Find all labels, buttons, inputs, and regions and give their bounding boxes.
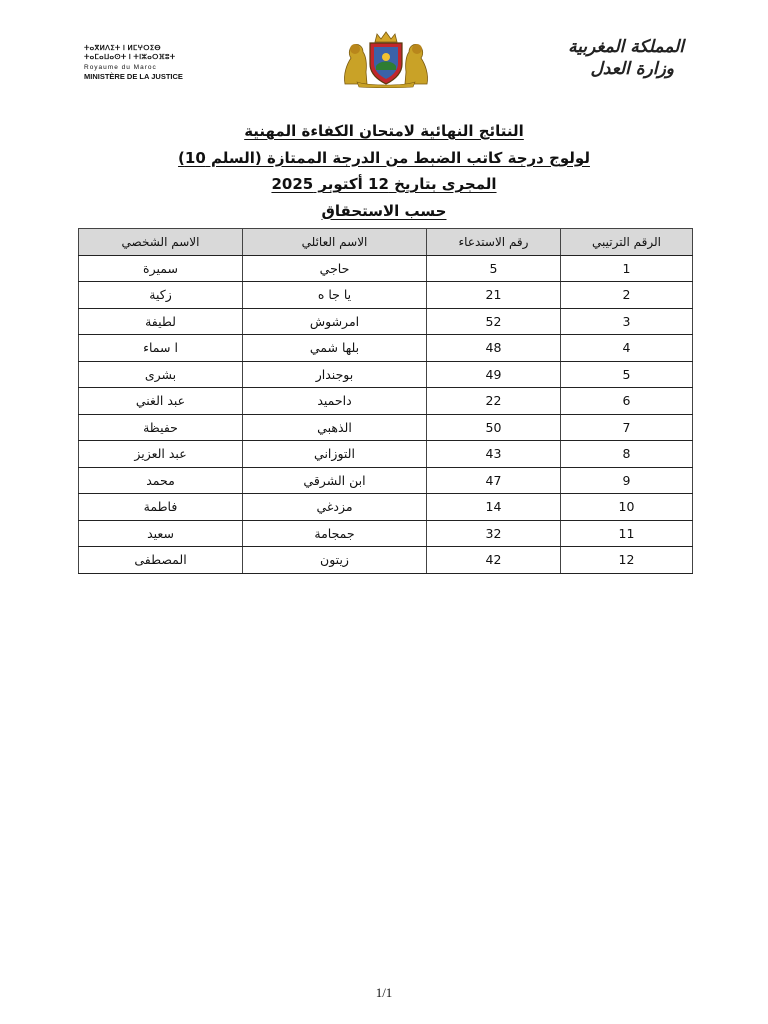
first-name-cell: المصطفى: [79, 547, 243, 574]
table-row: [79, 414, 693, 441]
title-line-4: حسب الاستحقاق: [321, 201, 447, 220]
family-name-cell: زيتون: [243, 547, 427, 574]
convocation-number-cell: 42: [427, 547, 561, 574]
convocation-number-cell: 32: [427, 520, 561, 547]
family-name-cell: جمجامة: [243, 520, 427, 547]
ministry-header-left: [84, 44, 200, 81]
family-name-cell: الذهبي: [243, 414, 427, 441]
ministry-arabic-label: وزارة العدل: [590, 59, 674, 79]
first-name-cell: سميرة: [79, 255, 243, 282]
first-name-cell: بشرى: [79, 361, 243, 388]
table-row: [79, 255, 693, 282]
table-row: [79, 282, 693, 309]
rank-cell: 12: [561, 547, 693, 574]
table-row: [79, 361, 693, 388]
first-name-cell: عبد العزيز: [79, 441, 243, 468]
family-name-cell: ابن الشرقي: [243, 467, 427, 494]
document-title-block: [0, 118, 768, 224]
first-name-cell: محمد: [79, 467, 243, 494]
header-rank: الرقم الترتيبي: [561, 229, 693, 256]
rank-cell: 1: [561, 255, 693, 282]
ministry-header-right: [564, 36, 684, 80]
convocation-number-cell: 50: [427, 414, 561, 441]
family-name-cell: حاجي: [243, 255, 427, 282]
family-name-cell: داحميد: [243, 388, 427, 415]
title-line-2: لولوج درجة كاتب الضبط من الدرجة الممتازة (السلم 10): [178, 148, 590, 167]
ministry-french-label: MINISTÈRE DE LA JUSTICE: [84, 72, 183, 81]
rank-cell: 11: [561, 520, 693, 547]
convocation-number-cell: 49: [427, 361, 561, 388]
family-name-cell: بلها شمي: [243, 335, 427, 362]
kingdom-arabic-label: المملكة المغربية: [568, 37, 684, 57]
rank-cell: 2: [561, 282, 693, 309]
results-table: [78, 228, 693, 574]
title-line-3: المجرى بتاريخ 12 أكتوبر 2025: [271, 175, 497, 193]
family-name-cell: امرشوش: [243, 308, 427, 335]
family-name-cell: بوجندار: [243, 361, 427, 388]
header-first-name: الاسم الشخصي: [79, 229, 243, 256]
table-row: [79, 494, 693, 521]
results-table-body: [79, 255, 693, 573]
rank-cell: 8: [561, 441, 693, 468]
first-name-cell: فاطمة: [79, 494, 243, 521]
table-row: [79, 441, 693, 468]
first-name-cell: عبد الغني: [79, 388, 243, 415]
header-convocation-number: رقم الاستدعاء: [427, 229, 561, 256]
table-header-row: [79, 229, 693, 256]
table-row: [79, 335, 693, 362]
convocation-number-cell: 43: [427, 441, 561, 468]
table-row: [79, 547, 693, 574]
convocation-number-cell: 52: [427, 308, 561, 335]
rank-cell: 3: [561, 308, 693, 335]
rank-cell: 9: [561, 467, 693, 494]
first-name-cell: ا سماء: [79, 335, 243, 362]
table-row: [79, 308, 693, 335]
first-name-cell: لطيفة: [79, 308, 243, 335]
tifinagh-line-1: ⵜⴰⴳⵍⴷⵉⵜ ⵏ ⵍⵎⵖⵔⵉⴱ: [84, 45, 161, 52]
rank-cell: 6: [561, 388, 693, 415]
title-line-1: النتائج النهائية لامتحان الكفاءة المهنية: [244, 122, 524, 140]
rank-cell: 5: [561, 361, 693, 388]
rank-cell: 10: [561, 494, 693, 521]
family-name-cell: مزدغي: [243, 494, 427, 521]
table-row: [79, 467, 693, 494]
convocation-number-cell: 48: [427, 335, 561, 362]
convocation-number-cell: 21: [427, 282, 561, 309]
table-row: [79, 520, 693, 547]
first-name-cell: حفيظة: [79, 414, 243, 441]
family-name-cell: يا جا ه: [243, 282, 427, 309]
rank-cell: 7: [561, 414, 693, 441]
kingdom-french-label: Royaume du Maroc: [84, 64, 157, 71]
rank-cell: 4: [561, 335, 693, 362]
family-name-cell: التوزاني: [243, 441, 427, 468]
convocation-number-cell: 5: [427, 255, 561, 282]
table-row: [79, 388, 693, 415]
page-number: 1/1: [375, 985, 393, 1000]
header-family-name: الاسم العائلي: [243, 229, 427, 256]
convocation-number-cell: 22: [427, 388, 561, 415]
convocation-number-cell: 14: [427, 494, 561, 521]
tifinagh-line-2: ⵜⴰⵎⴰⵡⴰⵙⵜ ⵏ ⵜⵏⵣⴰⵔⴼⵓⵜ: [84, 54, 176, 61]
first-name-cell: سعيد: [79, 520, 243, 547]
first-name-cell: زكية: [79, 282, 243, 309]
moroccan-coat-of-arms-icon: [339, 30, 433, 88]
convocation-number-cell: 47: [427, 467, 561, 494]
